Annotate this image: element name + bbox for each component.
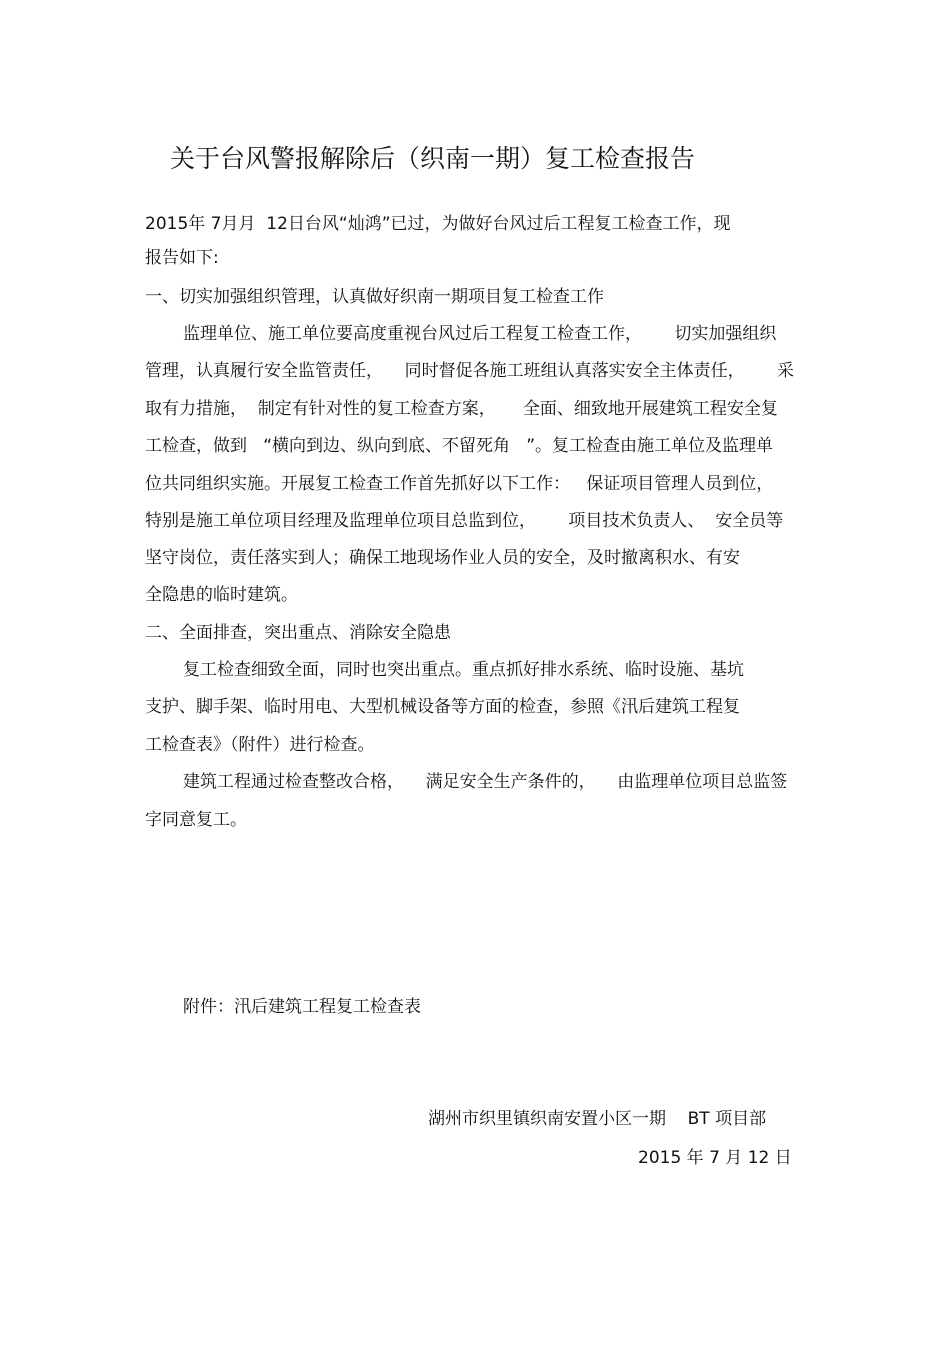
- section-1-line-4: 工检查，做到 “横向到边、纵向到底、不留死角 ”。复工检查由施工单位及监理单: [145, 436, 774, 456]
- section-2-line-4: 建筑工程通过检查整改合格， 满足安全生产条件的， 由监理单位项目总监签: [183, 772, 788, 792]
- intro-line-2: 报告如下:: [145, 248, 219, 268]
- section-1-line-7: 坚守岗位，责任落实到人；确保工地现场作业人员的安全，及时撤离积水、有安: [145, 548, 740, 568]
- section-2-line-1: 复工检查细致全面，同时也突出重点。重点抓好排水系统、临时设施、基坑: [183, 660, 744, 680]
- document-title: 关于台风警报解除后（织南一期）复工检查报告: [170, 144, 696, 173]
- section-1-heading: 一、切实加强组织管理，认真做好织南一期项目复工检查工作: [145, 287, 604, 307]
- section-2-line-3: 工检查表》（附件）进行检查。: [145, 735, 375, 755]
- section-1-line-1: 监理单位、施工单位要高度重视台风过后工程复工检查工作， 切实加强组织: [183, 324, 777, 344]
- section-2-line-2: 支护、脚手架、临时用电、大型机械设备等方面的检查，参照《汛后建筑工程复: [145, 697, 740, 717]
- section-2-line-5: 字同意复工。: [145, 810, 247, 830]
- section-1-line-2: 管理，认真履行安全监管责任， 同时督促各施工班组认真落实安全主体责任， 采: [145, 361, 795, 381]
- section-1-line-3: 取有力措施， 制定有针对性的复工检查方案， 全面、细致地开展建筑工程安全复: [145, 399, 778, 419]
- signature-organization: 湖州市织里镇织南安置小区一期 BT 项目部: [428, 1109, 767, 1129]
- signature-date: 2015 年 7 月 12 日: [638, 1148, 792, 1168]
- section-1-line-8: 全隐患的临时建筑。: [145, 585, 298, 605]
- section-2-heading: 二、全面排查，突出重点、消除安全隐患: [145, 623, 451, 643]
- intro-line-1: 2015年 7月月 12日台风“灿鸿”已过，为做好台风过后工程复工检查工作，现: [145, 214, 731, 234]
- attachment-note: 附件：汛后建筑工程复工检查表: [183, 997, 421, 1017]
- section-1-line-6: 特别是施工单位项目经理及监理单位项目总监到位， 项目技术负责人、 安全员等: [145, 511, 784, 531]
- section-1-line-5: 位共同组织实施。开展复工检查工作首先抓好以下工作： 保证项目管理人员到位，: [145, 474, 774, 494]
